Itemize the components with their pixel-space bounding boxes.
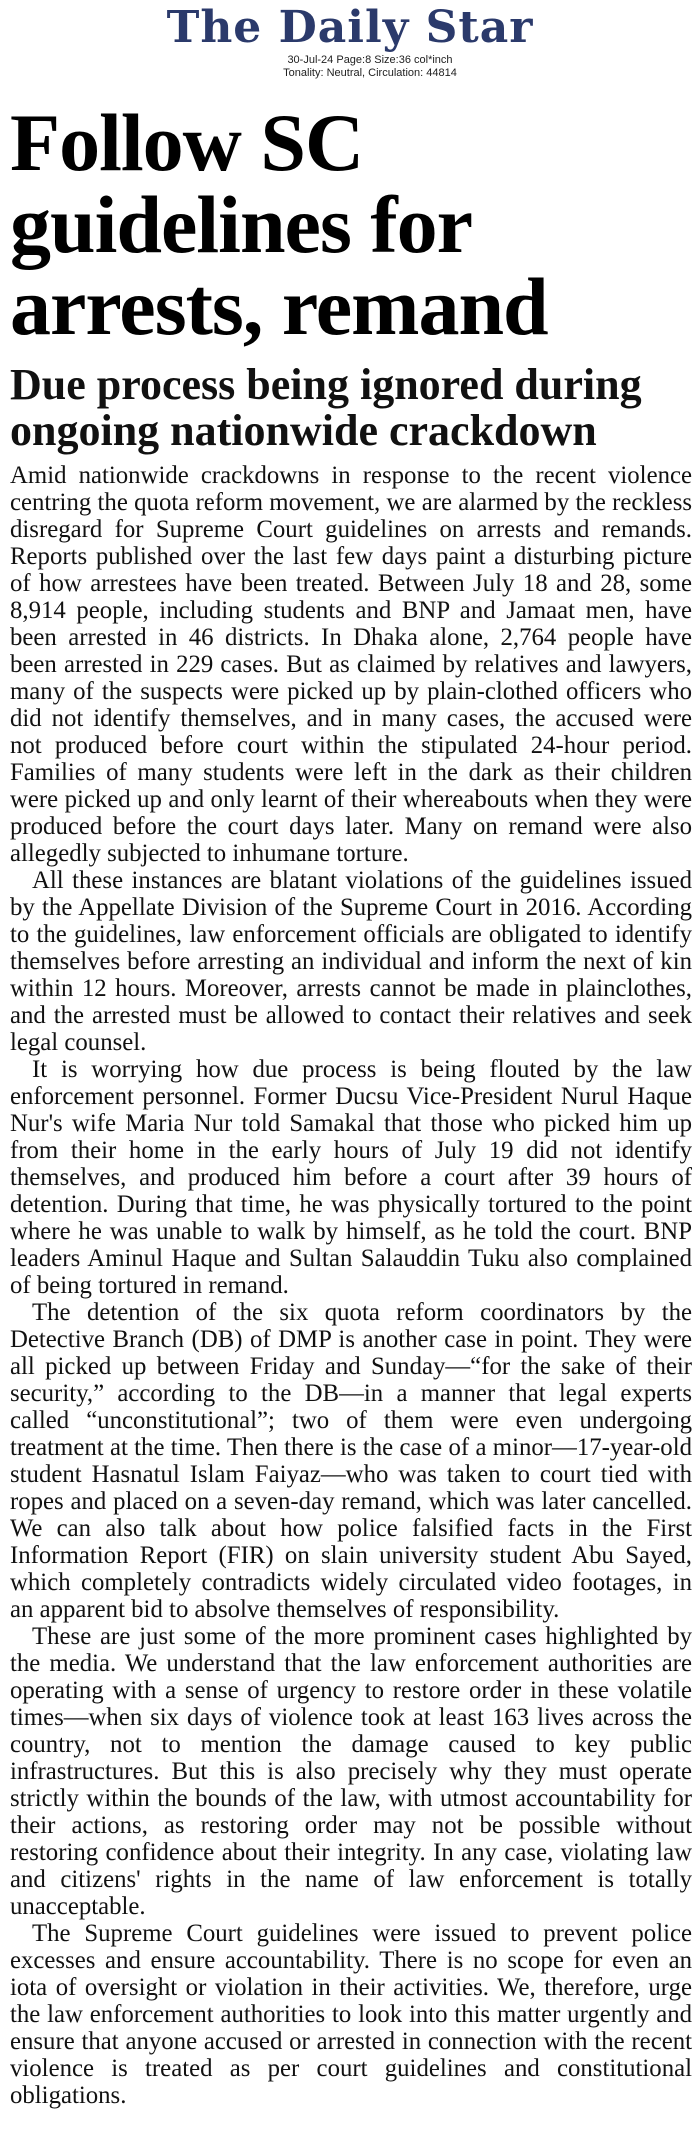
body-paragraph-3: It is worrying how due process is being flouted by the law enforcement personnel. Former Ducsu Vice-President Nurul Haque Nur's wife Maria Nur told Samakal that those who picked him up from their home in the early hours of July 19 did not identify themselves, and produced him before a court after 39 hours of detention. During that time, he was physically tortured to the point where he was unable to walk by himself, as he told the court. BNP leaders Aminul Haque and Sultan Salauddin Tuku also complained of being tortured in remand.: [10, 1056, 692, 1299]
body-paragraph-1: Amid nationwide crackdowns in response to the recent violence centring the quota reform movement, we are alarmed by the reckless disregard for Supreme Court guidelines on arrests and remands. Reports published over the last few days paint a disturbing picture of how arrestees have been treated. Between July 18 and 28, some 8,914 people, including students and BNP and Jamaat men, have been arrested in 46 districts. In Dhaka alone, 2,764 people have been arrested in 229 cases. But as claimed by relatives and lawyers, many of the suspects were picked up by plain-clothed officers who did not identify themselves, and in many cases, the accused were not produced before court within the stipulated 24-hour period. Families of many students were left in the dark as their children were picked up and only learnt of their whereabouts when they were produced before the court days later. Many on remand were also allegedly subjected to inhumane torture.: [10, 462, 692, 867]
clipping-meta-line2: Tonality: Neutral, Circulation: 44814: [283, 67, 457, 79]
clipping-meta-line1: 30-Jul-24 Page:8 Size:36 col*inch: [287, 54, 453, 66]
headline: Follow SC guidelines for arrests, remand: [10, 97, 548, 352]
body-paragraph-2: All these instances are blatant violations of the guidelines issued by the Appellate Division of the Supreme Court in 2016. According to the guidelines, law enforcement officials are obligated to identify themselves before arresting an individual and inform the next of kin within 12 hours. Moreover, arrests cannot be made in plainclothes, and the arrested must be allowed to contact their relatives and seek legal counsel.: [10, 867, 692, 1056]
subheadline: Due process being ignored during ongoing nationwide crackdown: [10, 360, 642, 455]
article-body: [10, 462, 692, 2109]
body-paragraph-5: These are just some of the more prominent cases highlighted by the media. We understand that the law enforcement authorities are operating with a sense of urgency to restore order in these volatile times—when six days of violence took at least 163 lives across the country, not to mention the damage caused to key public infrastructures. But this is also precisely why they must operate strictly within the bounds of the law, with utmost accountability for their actions, as restoring order may not be possible without restoring confidence about their integrity. In any case, violating law and citizens' rights in the name of law enforcement is totally unacceptable.: [10, 1623, 692, 1920]
masthead: [0, 0, 700, 80]
newspaper-logo: The Daily Star: [166, 2, 534, 53]
body-paragraph-4: The detention of the six quota reform coordinators by the Detective Branch (DB) of DMP is another case in point. They were all picked up between Friday and Sunday—“for the sake of their security,” according to the DB—in a manner that legal experts called “unconstitutional”; two of them were even undergoing treatment at the time. Then there is the case of a minor—17-year-old student Hasnatul Islam Faiyaz—who was taken to court tied with ropes and placed on a seven-day remand, which was later cancelled. We can also talk about how police falsified facts in the First Information Report (FIR) on slain university student Abu Sayed, which completely contradicts widely circulated video footages, in an apparent bid to absolve themselves of responsibility.: [10, 1299, 692, 1623]
editorial-article: [0, 97, 700, 2109]
body-paragraph-6: The Supreme Court guidelines were issued to prevent police excesses and ensure accountability. There is no scope for even an iota of oversight or violation in their activities. We, therefore, urge the law enforcement authorities to look into this matter urgently and ensure that anyone accused or arrested in connection with the recent violence is treated as per court guidelines and constitutional obligations.: [10, 1920, 692, 2109]
